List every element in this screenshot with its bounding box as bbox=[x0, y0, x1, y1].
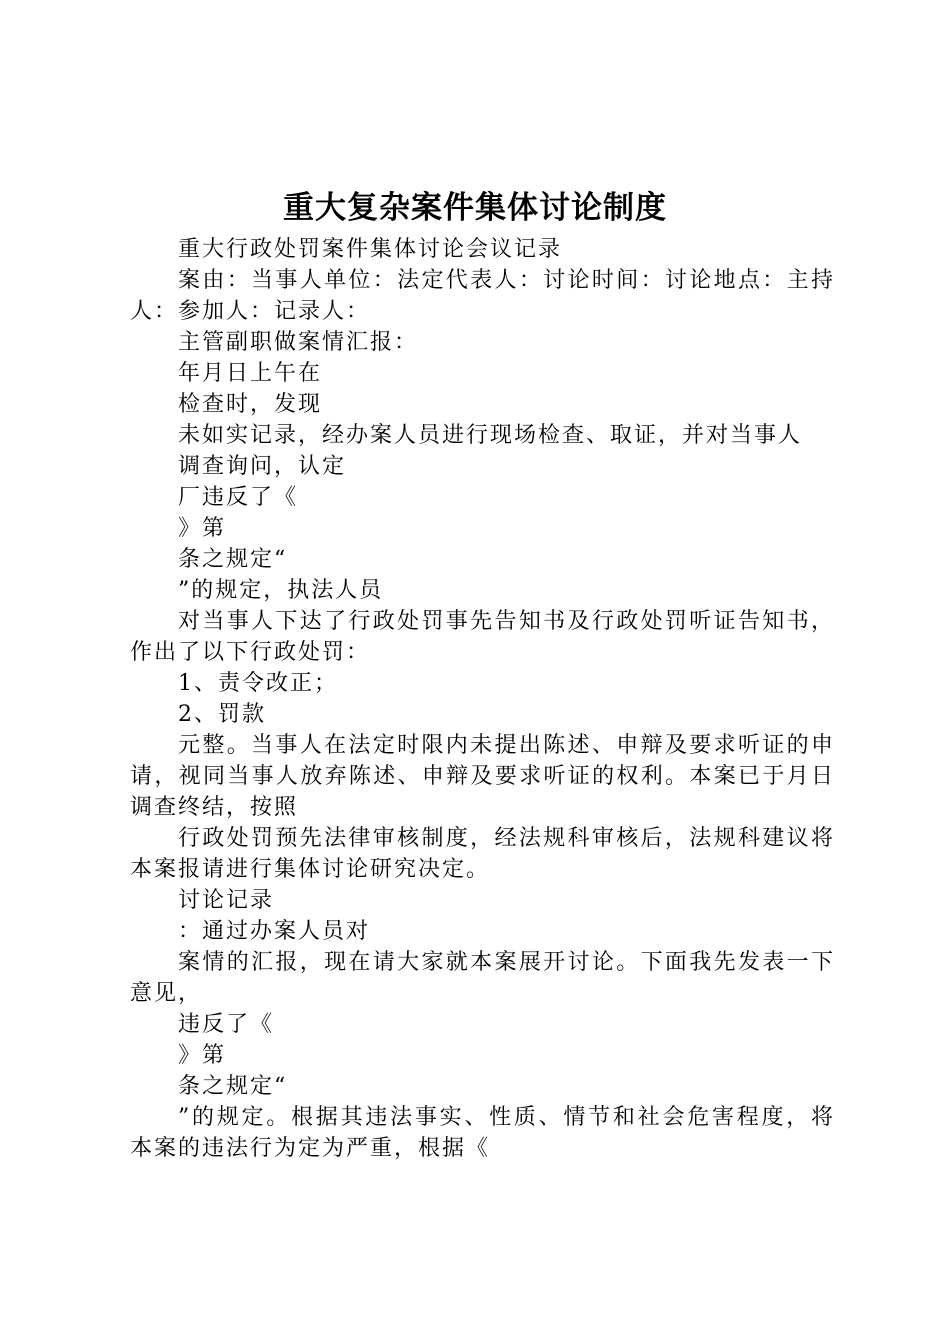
paragraph: 案情的汇报，现在请大家就本案展开讨论。下面我先发表一下意见， bbox=[130, 950, 835, 1006]
paragraph: 1、责令改正； bbox=[178, 671, 338, 696]
document-body bbox=[130, 234, 835, 1164]
paragraph: 讨论记录 bbox=[178, 888, 275, 913]
paragraph: 条之规定“ bbox=[178, 1074, 288, 1099]
paragraph: 调查询问，认定 bbox=[178, 454, 347, 479]
paragraph: ：通过办案人员对 bbox=[178, 919, 371, 944]
paragraph: 2、罚款 bbox=[178, 702, 266, 727]
paragraph: 行政处罚预先法律审核制度，经法规科审核后，法规科建议将本案报请进行集体讨论研究决定。 bbox=[130, 826, 835, 882]
paragraph: 条之规定“ bbox=[178, 547, 288, 572]
document-title: 重大复杂案件集体讨论制度 bbox=[283, 190, 667, 226]
paragraph: 》第 bbox=[178, 516, 227, 541]
paragraph: 重大行政处罚案件集体讨论会议记录 bbox=[178, 237, 563, 262]
paragraph: 对当事人下达了行政处罚事先告知书及行政处罚听证告知书，作出了以下行政处罚： bbox=[130, 609, 835, 665]
paragraph: ”的规定。根据其违法事实、性质、情节和社会危害程度，将本案的违法行为定为严重，根据《 bbox=[130, 1105, 835, 1161]
paragraph: 元整。当事人在法定时限内未提出陈述、申辩及要求听证的申请，视同当事人放弃陈述、申辩及要求听证的权利。本案已于月日调查终结，按照 bbox=[130, 733, 835, 820]
paragraph: 未如实记录，经办案人员进行现场检查、取证，并对当事人 bbox=[178, 423, 803, 448]
paragraph: 主管副职做案情汇报： bbox=[178, 330, 419, 355]
paragraph: 年月日上午在 bbox=[178, 361, 323, 386]
paragraph: 违反了《 bbox=[178, 1012, 275, 1037]
paragraph: 厂违反了《 bbox=[178, 485, 299, 510]
paragraph: ”的规定，执法人员 bbox=[178, 578, 384, 603]
paragraph: 检查时，发现 bbox=[178, 392, 323, 417]
paragraph: 》第 bbox=[178, 1043, 227, 1068]
paragraph: 案由：当事人单位：法定代表人：讨论时间：讨论地点：主持人：参加人：记录人： bbox=[130, 268, 835, 324]
